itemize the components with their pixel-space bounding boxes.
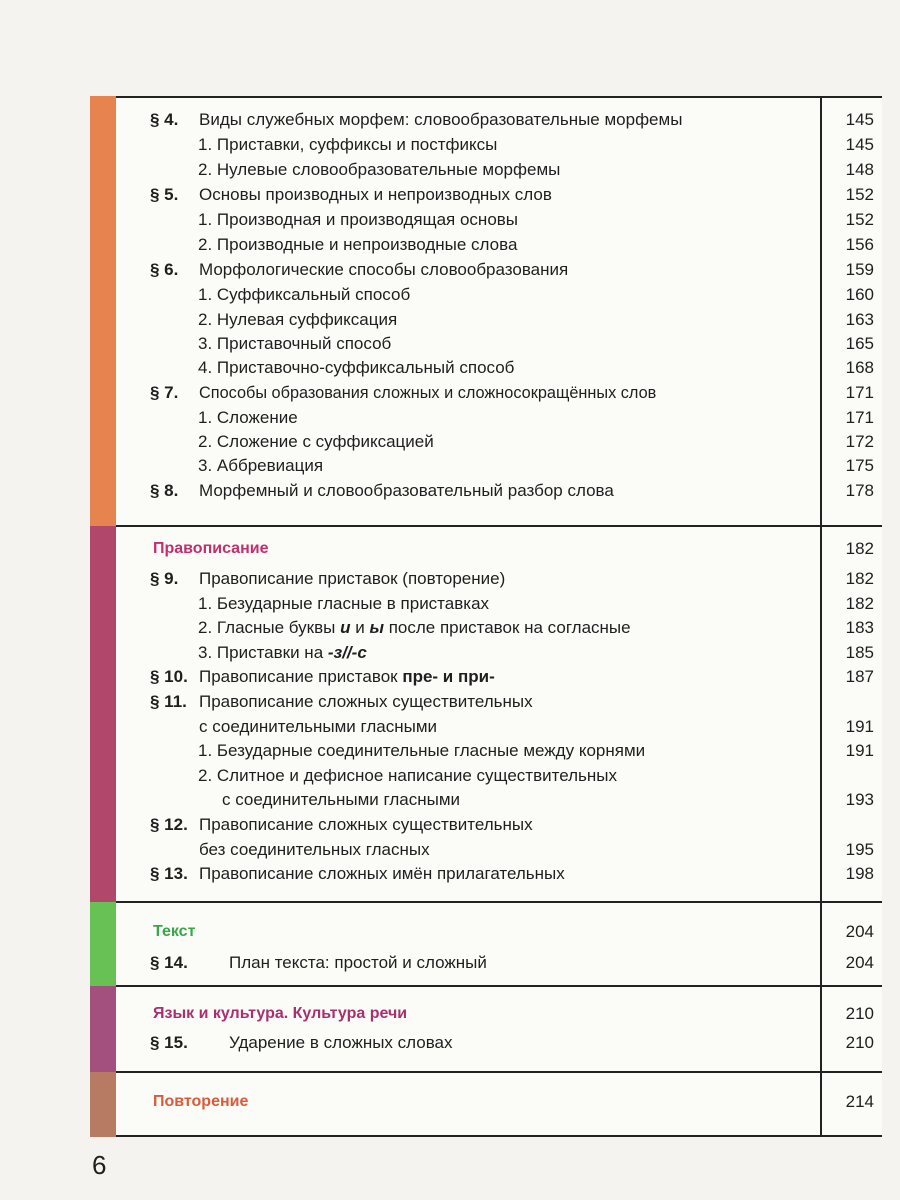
entry-title: 2. Сложение с суффиксацией [198, 432, 434, 451]
section-heading-language-culture[interactable] [0, 1002, 900, 1026]
entry-number: § 6. [150, 260, 179, 279]
entry-page: 182 [845, 539, 874, 558]
section-heading-orthography[interactable] [0, 537, 900, 561]
entry-title: План текста: простой и сложный [229, 953, 487, 972]
entry-title: с соединительными гласными [222, 790, 461, 809]
toc-entry[interactable] [0, 690, 900, 714]
toc-subentry[interactable] [0, 592, 900, 616]
entry-page: 175 [845, 456, 874, 475]
entry-title: 1. Сложение [198, 408, 298, 427]
entry-title: Виды служебных морфем: словообразовательные морфемы [199, 110, 683, 129]
toc-subentry[interactable] [0, 283, 900, 307]
section-divider [116, 985, 882, 987]
toc-entry[interactable] [0, 862, 900, 886]
entry-title: 1. Безударные соединительные гласные между корнями [198, 741, 646, 760]
entry-title: Ударение в сложных словах [229, 1033, 453, 1052]
text-part: после приставок на согласные [383, 618, 631, 637]
toc-subentry[interactable] [0, 208, 900, 232]
entry-title: Правописание сложных имён прилагательных [199, 864, 565, 883]
entry-page: 165 [845, 334, 874, 353]
entry-page: 160 [845, 285, 874, 304]
entry-page: 168 [845, 358, 874, 377]
entry-page: 171 [845, 408, 874, 427]
entry-number: § 12. [150, 815, 188, 834]
entry-page: 171 [845, 383, 874, 402]
entry-page: 185 [845, 643, 874, 662]
section-divider [116, 901, 882, 903]
entry-title: с соединительными гласными [199, 717, 438, 736]
section-title: Правописание [153, 540, 269, 557]
entry-number: § 4. [150, 110, 179, 129]
bar-language-culture [90, 986, 116, 1072]
entry-page: 204 [845, 922, 874, 941]
entry-page: 195 [845, 840, 874, 859]
entry-page: 145 [845, 135, 874, 154]
letter-i: и [340, 618, 351, 637]
text-part: 2. Гласные буквы [198, 618, 341, 637]
entry-number: § 11. [150, 692, 187, 711]
entry-page: 198 [845, 864, 874, 883]
toc-entry[interactable] [0, 183, 900, 207]
entry-number: § 7. [150, 383, 179, 402]
toc-entry[interactable] [0, 567, 900, 591]
toc-subentry[interactable] [0, 406, 900, 430]
entry-number: § 15. [150, 1033, 188, 1052]
entry-page: 193 [845, 790, 874, 809]
entry-title: Морфологические способы словообразования [199, 260, 569, 279]
entry-number: § 10. [150, 667, 188, 686]
entry-title: 3. Приставочный способ [198, 334, 392, 353]
entry-page: 163 [845, 310, 874, 329]
toc-subentry[interactable] [0, 454, 900, 478]
entry-page: 191 [845, 741, 874, 760]
toc-entry-continuation[interactable] [0, 715, 900, 739]
section-divider [116, 1071, 882, 1073]
entry-title: 2. Производные и непроизводные слова [198, 235, 518, 254]
toc-subentry[interactable] [0, 133, 900, 157]
page-number: 6 [92, 1150, 107, 1180]
entry-page: 152 [845, 185, 874, 204]
toc-subentry[interactable] [0, 764, 900, 788]
text-part: и [350, 618, 370, 637]
toc-subentry[interactable] [0, 430, 900, 454]
entry-title: 1. Безударные гласные в приставках [198, 594, 490, 613]
entry-number: § 9. [150, 569, 179, 588]
entry-page: 148 [845, 160, 874, 179]
toc-entry[interactable] [0, 1031, 900, 1055]
toc-entry[interactable] [0, 665, 900, 689]
entry-title: Морфемный и словообразовательный разбор слова [199, 481, 614, 500]
entry-title: 2. Нулевая суффиксация [198, 310, 398, 329]
entry-title [198, 641, 367, 665]
section-title: Язык и культура. Культура речи [153, 1005, 408, 1022]
section-heading-review[interactable] [0, 1090, 900, 1114]
text-part: Правописание приставок [199, 667, 403, 686]
toc-subentry[interactable] [0, 641, 900, 665]
entry-page: 204 [845, 953, 874, 972]
toc-subentry-continuation[interactable] [0, 788, 900, 812]
toc-subentry[interactable] [0, 739, 900, 763]
entry-title: Правописание сложных существительных [199, 692, 533, 711]
entry-title [199, 665, 495, 689]
entry-page: 187 [845, 667, 874, 686]
toc-subentry[interactable] [0, 158, 900, 182]
section-title: Повторение [153, 1093, 249, 1110]
toc-entry[interactable] [0, 951, 900, 975]
entry-page: 182 [845, 594, 874, 613]
entry-title: 2. Нулевые словообразовательные морфемы [198, 160, 561, 179]
section-divider [116, 525, 882, 527]
toc-entry[interactable] [0, 813, 900, 837]
entry-page: 191 [845, 717, 874, 736]
entry-title: 3. Аббревиация [198, 456, 324, 475]
toc-subentry[interactable] [0, 233, 900, 257]
entry-title: 4. Приставочно-суффиксальный способ [198, 358, 515, 377]
entry-title: Основы производных и непроизводных слов [199, 185, 552, 204]
entry-title: 2. Слитное и дефисное написание существительных [198, 766, 617, 785]
section-title: Текст [153, 923, 196, 940]
entry-title: 1. Приставки, суффиксы и постфиксы [198, 135, 498, 154]
letter-y: ы [369, 618, 384, 637]
toc-entry[interactable] [0, 108, 900, 132]
entry-title: Способы образования сложных и сложносокращённых слов [199, 384, 657, 402]
toc-entry[interactable] [0, 258, 900, 282]
entry-title: 1. Производная и производящая основы [198, 210, 519, 229]
entry-page: 145 [845, 110, 874, 129]
toc-entry-continuation[interactable] [0, 838, 900, 862]
entry-page: 183 [845, 618, 874, 637]
entry-page: 214 [845, 1092, 874, 1111]
section-heading-text[interactable] [0, 920, 900, 944]
entry-page: 156 [845, 235, 874, 254]
entry-page: 210 [845, 1004, 874, 1023]
entry-title [198, 616, 631, 640]
entry-page: 210 [845, 1033, 874, 1052]
toc-subentry[interactable] [0, 308, 900, 332]
entry-page: 178 [845, 481, 874, 500]
entry-title: 1. Суффиксальный способ [198, 285, 411, 304]
toc-subentry[interactable] [0, 332, 900, 356]
toc-subentry[interactable] [0, 356, 900, 380]
entry-number: § 14. [150, 953, 188, 972]
prefix-pre-pri: пре- и при- [402, 667, 495, 686]
toc-entry[interactable] [0, 479, 900, 503]
entry-number: § 5. [150, 185, 179, 204]
toc-subentry[interactable] [0, 616, 900, 640]
entry-title: Правописание приставок (повторение) [199, 569, 506, 588]
entry-page: 152 [845, 210, 874, 229]
entry-title: без соединительных гласных [199, 840, 430, 859]
entry-number: § 13. [150, 864, 188, 883]
text-part: 3. Приставки на [198, 643, 328, 662]
entry-page: 182 [845, 569, 874, 588]
entry-title: Правописание сложных существительных [199, 815, 533, 834]
prefix-zs: -з//-с [327, 643, 367, 662]
toc-entry[interactable] [0, 381, 900, 405]
entry-number: § 8. [150, 481, 179, 500]
entry-page: 159 [845, 260, 874, 279]
entry-page: 172 [845, 432, 874, 451]
